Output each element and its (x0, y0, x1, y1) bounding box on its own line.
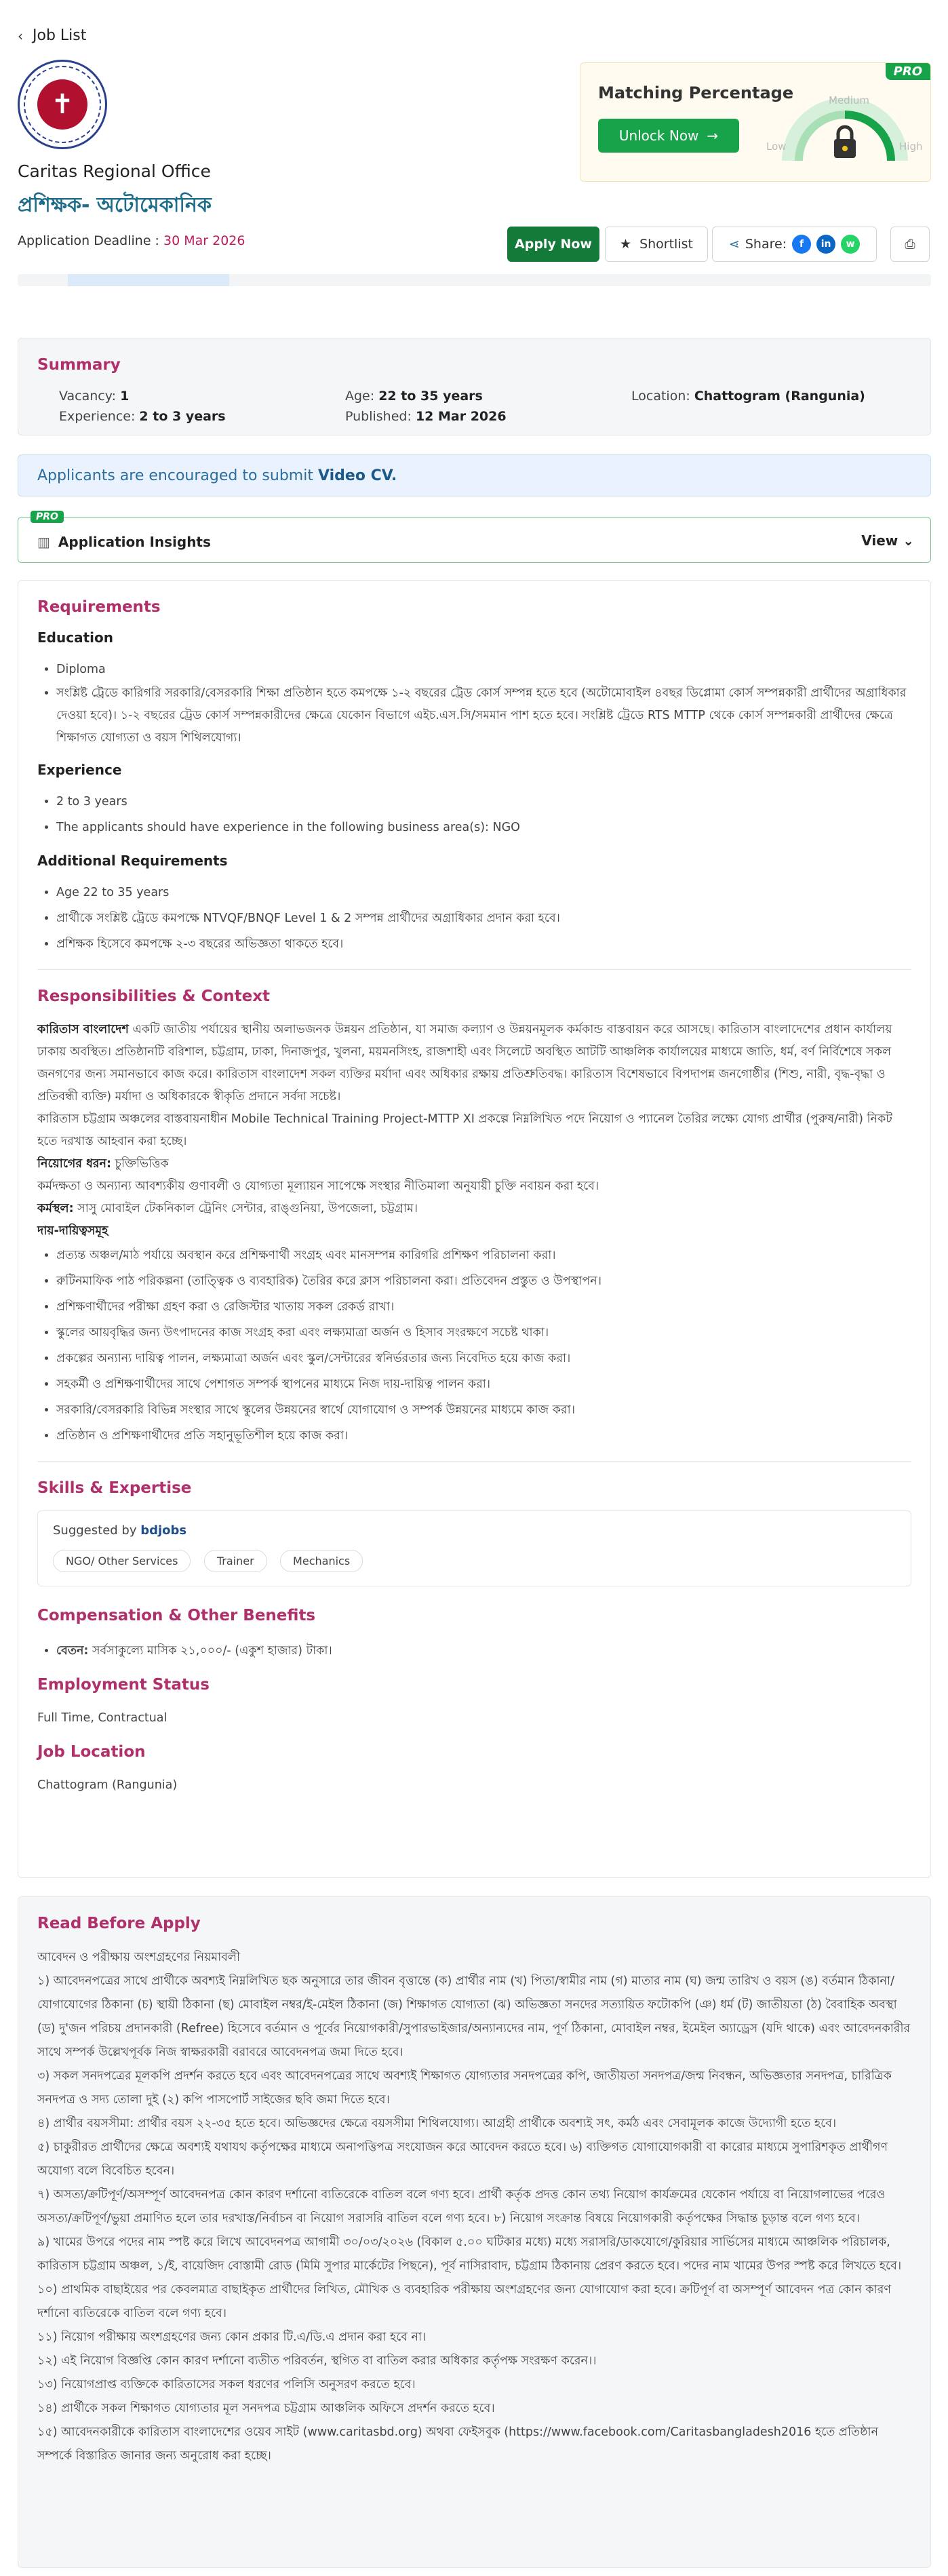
summary-age (345, 389, 483, 404)
insights-pro-badge: PRO (31, 511, 64, 523)
additional-requirements-heading: Additional Requirements (37, 853, 228, 869)
job-type-label: নিয়োগের ধরন: (37, 1157, 111, 1171)
share-label: Share: (745, 237, 787, 252)
list-item: • সহকর্মী ও প্রশিক্ষণার্থীদের সাথে পেশাগত সম্পর্ক স্থাপনের মাধ্যমে নিজ দায়-দায়িত্ব পালন করা। (56, 1371, 911, 1397)
skill-chip[interactable]: NGO/ Other Services (53, 1550, 191, 1572)
arrow-right-icon: → (707, 128, 719, 144)
gauge-high-label: High (899, 140, 923, 153)
location-value: Chattogram (Rangunia) (694, 389, 865, 404)
chevron-left-icon: ‹ (18, 27, 23, 44)
list-item: • প্রার্থীকে সংশ্লিষ্ট ট্রেডে কমপক্ষে NTVQF/BNQF Level 1 & 2 সম্পন্ন প্রার্থীদের অগ্রাধিকার প্রদান করা হবে। (56, 905, 911, 931)
additional-requirements-list (37, 880, 911, 957)
experience-label: Experience: (59, 409, 136, 424)
apply-now-button[interactable]: Apply Now (507, 227, 599, 262)
deadline-value: 30 Mar 2026 (163, 233, 245, 248)
responsibilities-intro (37, 1019, 911, 1108)
company-name[interactable]: Caritas Regional Office (18, 161, 211, 181)
view-label: View (861, 532, 898, 549)
age-value: 22 to 35 years (378, 389, 483, 404)
back-label: Job List (33, 27, 87, 44)
workplace-label: কর্মস্থল: (37, 1202, 74, 1215)
job-location-heading: Job Location (37, 1743, 146, 1761)
job-location-value: Chattogram (Rangunia) (37, 1778, 178, 1792)
matching-title: Matching Percentage (598, 83, 794, 102)
list-item: • 2 to 3 years (56, 789, 911, 815)
summary-experience (59, 409, 226, 424)
bdjobs-logo: bdjobs (140, 1523, 187, 1538)
video-cv-text: Applicants are encouraged to submit (37, 467, 313, 484)
divider (37, 1461, 911, 1462)
renewal-note: কর্মদক্ষতা ও অন্যান্য আবশ্যকীয় গুণাবলী ও যোগ্যতা মূল্যায়ন সাপেক্ষে সংস্থার নীতিমালা অনুযায়ী চুক্তি নবায়ন করা হবে। (37, 1179, 599, 1193)
experience-heading: Experience (37, 762, 122, 778)
whatsapp-icon[interactable]: w (841, 235, 860, 254)
insights-label: Application Insights (58, 534, 211, 550)
read-line: ৭) অসত্য/ক্রটিপূর্ণ/অসম্পূর্ণ আবেদনপত্র কোন কারণ দর্শানো ব্যতিরেকে বাতিল বলে গণ্য হবে। প্রার্থী কর্তৃক প্রদত্ত কোন তথ্য নিয়োগ কার্যক্রমের যেকোন পর্যায়ে বা নিয়োগলাভের পরেও অসত্য/ক্রটিপূর্ণ/ভুয়া প্রমাণিত হলে তার দরখাস্ত/নির্বাচন বা নিয়োগ সরাসরি বাতিল বলে গণ্য হবে। ৮) নিয়োগ সংক্রান্ত বিষয়ে নিয়োগকারী কর্তৃপক্ষের সিদ্ধান্ত চূড়ান্ত বলে গণ্য হবে। (37, 2188, 886, 2225)
facebook-icon[interactable]: f (792, 235, 811, 254)
matching-percentage-card (580, 62, 931, 182)
application-deadline (18, 233, 245, 248)
salary-value: সর্বসাকুল্যে মাসিক ২১,০০০/- (একুশ হাজার) টাকা। (92, 1644, 332, 1658)
employment-status-heading: Employment Status (37, 1676, 210, 1694)
summary-vacancy (59, 389, 129, 404)
read-before-apply-heading: Read Before Apply (37, 1915, 201, 1932)
compensation-list (37, 1638, 911, 1664)
gauge-low-label: Low (766, 140, 787, 153)
education-heading: Education (37, 629, 113, 646)
intro-text: একটি জাতীয় পর্যায়ের স্থানীয় অলাভজনক উন্নয়ন প্রতিষ্ঠান, যা সমাজ কল্যাণ ও উন্নয়নমূলক কর্মকান্ড বাস্তবায়ন করে আসছে। কারিতাস বাংলাদেশের প্রধান কার্যালয় ঢাকায় অবস্থিত। প্রতিষ্ঠানটি বরিশাল, চট্টগ্রাম, ঢাকা, দিনাজপুর, খুলনা, ময়মনসিংহ, রাজশাহী এবং সিলেটে অবস্থিত আটটি আঞ্চলিক কার্যালয়ের মাধ্যমে জাতি, ধর্ম, বর্ণ নির্বিশেষে সকল জনগণের জন্য সমানভাবে কাজ করে। কারিতাস বাংলাদেশ সকল ব্যক্তির মর্যাদা এবং অধিকার রক্ষায় প্রতিশ্রুতিবদ্ধ। কারিতাস বিশেষভাবে বিপদাপন্ন জনগোষ্ঠীর (শিশু, নারী, বৃদ্ধ-বৃদ্ধা ও প্রতিবন্ধী ব্যক্তি) মর্যাদা ও অধিকারকে স্বীকৃতি প্রদানে সর্বদা সচেষ্ট। (37, 1023, 892, 1104)
deadline-label: Application Deadline : (18, 233, 159, 248)
application-insights-card[interactable] (18, 511, 931, 563)
pro-badge: PRO (886, 63, 930, 80)
summary-location (631, 389, 865, 404)
unlock-now-button[interactable] (598, 119, 739, 153)
linkedin-icon[interactable]: in (816, 235, 835, 254)
vacancy-value: 1 (120, 389, 130, 404)
gauge-medium-label: Medium (829, 94, 869, 106)
print-button[interactable] (890, 227, 930, 262)
workplace-value: সাসু মোবাইল টেকনিকাল ট্রেনিং সেন্টার, রাঙ্গুনিয়া, উপজেলা, চট্টগ্রাম। (77, 1202, 418, 1215)
job-type-line (37, 1153, 911, 1175)
job-type-value: চুক্তিভিত্তিক (115, 1157, 169, 1171)
experience-value: 2 to 3 years (139, 409, 226, 424)
skill-chip[interactable]: Mechanics (280, 1550, 363, 1572)
list-item: • সরকারি/বেসরকারি বিভিন্ন সংস্থার সাথে স্কুলের উন্নয়নের স্বার্থে যোগাযোগ ও সম্পর্ক উন্নয়নের মাধ্যমে কাজ করা। (56, 1397, 911, 1423)
read-line: ৫) চাকুরীরত প্রার্থীদের ক্ষেত্রে অবশ্যই যথাযথ কর্তৃপক্ষের মাধ্যমে অনাপত্তিপত্র সংযোজন করে আবেদন করতে হবে। ৬) ব্যক্তিগত যোগাযোগকারী বা কারোর মাধ্যমে সুপারিশকৃত প্রার্থীগণ অযোগ্য বলে বিবেচিত হবেন। (37, 2141, 888, 2178)
suggested-label: Suggested by (53, 1523, 137, 1538)
active-tab-indicator (68, 274, 229, 286)
skills-heading: Skills & Expertise (37, 1479, 192, 1497)
chevron-down-icon: ⌄ (903, 532, 914, 549)
read-line: ১০) প্রাথমিক বাছাইয়ের পর কেবলমাত্র বাছাইকৃত প্রার্থীদের লিখিত, মৌখিক ও ব্যবহারিক পরীক্ষায় অংশগ্রহণের জন্য যোগাযোগ করা হবে। ক্রটিপূর্ণ বা অসম্পূর্ণ আবেদন পত্র কোন কারণ দর্শানো ব্যতিরেকে বাতিল বলে গণ্য হবে। (37, 2283, 891, 2320)
list-item: • Age 22 to 35 years (56, 880, 911, 905)
education-list (37, 657, 911, 749)
list-item: • The applicants should have experience in the following business area(s): NGO (56, 815, 911, 840)
responsibilities-heading: Responsibilities & Context (37, 988, 271, 1005)
workplace-line (37, 1198, 911, 1220)
matching-gauge (764, 79, 926, 174)
list-item: • প্রশিক্ষণার্থীদের পরীক্ষা গ্রহণ করা ও রেজিস্টার খাতায় সকল রেকর্ড রাখা। (56, 1294, 911, 1320)
read-line: ১১) নিয়োগ পরীক্ষায় অংশগ্রহণের জন্য কোন প্রকার টি.এ/ডি.এ প্রদান করা হবে না। (37, 2330, 427, 2344)
list-item: • রুটিনমাফিক পাঠ পরিকল্পনা (তাত্ত্বিক ও ব্যবহারিক) তৈরির করে ক্লাস পরিচালনা করা। প্রতিবেদন প্রস্তুত ও উপস্থাপন। (56, 1268, 911, 1294)
insights-view-toggle[interactable] (861, 532, 914, 549)
video-cv-banner (18, 454, 931, 496)
org-name: কারিতাস বাংলাদেশ (37, 1023, 129, 1036)
share-bar (712, 227, 877, 262)
location-label: Location: (631, 389, 690, 404)
vacancy-label: Vacancy: (59, 389, 117, 404)
back-to-job-list[interactable] (18, 27, 86, 44)
video-cv-link[interactable]: Video CV. (317, 467, 397, 484)
read-line: ৯) খামের উপরে পদের নাম স্পষ্ট করে লিখে আবেদনপত্র আগামী ৩০/০৩/২০২৬ (বিকাল ৫.০০ ঘটিকার মধ্যে) মধ্যে সরাসরি/ডাকযোগে/কুরিয়ার সার্ভিসের মাধ্যমে আঞ্চলিক পরিচালক, কারিতাস চট্টগ্রাম অঞ্চল, ১/ই, বায়েজিদ বোস্তামী রোড (মিমি সুপার মার্কেটের পিছনে), পূর্ব নাসিরাবাদ, চট্টগ্রাম ঠিকানায় প্রেরণ করতে হবে। পদের নাম খামের উপর স্পষ্ট করে লিখতে হবে। (37, 2236, 902, 2273)
summary-published (345, 409, 507, 424)
suggested-by (53, 1523, 896, 1538)
logo-ring (24, 66, 101, 143)
duties-heading (37, 1220, 911, 1243)
read-before-intro: আবেদন ও পরীক্ষায় অংশগ্রহণের নিয়মাবলী (37, 1951, 240, 1964)
duties-list (37, 1243, 911, 1449)
skill-chip[interactable]: Trainer (204, 1550, 267, 1572)
read-line: ১) আবেদনপত্রের সাথে প্রার্থীকে অবশ্যই নিম্নলিখিত ছক অনুসারে তার জীবন বৃত্তান্তে (ক) প্রার্থীর নাম (খ) পিতা/স্বামীর নাম (গ) মাতার নাম (ঘ) জন্ম তারিখ ও বয়স (ঙ) বর্তমান ঠিকানা/যোগাযোগের ঠিকানা (চ) স্থায়ী ঠিকানা (ছ) মোবাইল নম্বর/ই-মেইল ঠিকানা (জ) শিক্ষাগত যোগ্যতা (ঝ) অভিজ্ঞতা সনদের সত্যায়িত ফটোকপি (ঞ) ধর্ম (ট) জাতীয়তা (ঠ) বৈবাহিক অবস্থা (ড) দু'জন পরিচয় প্রদানকারী (Refree) হিসেবে বর্তমান ও পূর্বের নিয়োগকারী/সুপারভাইজার/অন্যান্যদের নাম, পূর্ণ ঠিকানা, মোবাইল নম্বর, ইমেইল অ্যাড্রেস (যদি থাকে) এবং আবেদনকারীর সাথে সম্পর্ক উল্লেখপূর্বক নিজ স্বাক্ষরকারী বরাবরে আবেদনপত্র জমা দিতে হবে। (37, 1974, 911, 2059)
list-item: • প্রশিক্ষক হিসেবে কমপক্ষে ২-৩ বছরের অভিজ্ঞতা থাকতে হবে। (56, 931, 911, 957)
read-line: ১৫) আবেদনকারীকে কারিতাস বাংলাদেশের ওয়েব সাইট (www.caritasbd.org) অথবা ফেইসবুক (https://www.facebook.com/Caritasbangladesh2016 হতে প্রতিষ্ঠান সম্পর্কে বিস্তারিত জানার জন্য অনুরোধ করা হচ্ছে। (37, 2425, 879, 2463)
age-label: Age: (345, 389, 375, 404)
read-line: ১৩) নিয়োগপ্রাপ্ত ব্যক্তিকে কারিতাসের সকল ধরণের পলিসি অনুসরণ করতে হবে। (37, 2378, 416, 2392)
printer-icon: ⎙ (905, 237, 915, 252)
job-title: প্রশিক্ষক- অটোমেকানিক (18, 193, 212, 217)
shortlist-label: Shortlist (639, 237, 693, 252)
insights-label-row (37, 534, 211, 550)
job-description-card (18, 580, 931, 1878)
salary-label: বেতন: (56, 1644, 89, 1658)
requirements-heading: Requirements (37, 598, 161, 616)
read-line: ৩) সকল সনদপত্রের মূলকপি প্রদর্শন করতে হবে এবং আবেদনপত্রের সাথে অবশ্যই শিক্ষাগত যোগ্যতার সনদপত্রের কপি, জাতীয়তা সনদপত্র/জন্ম নিবন্ধন, অভিজ্ঞতার সনদপত্র, চারিত্রিক সনদপত্র ও সদ্য তোলা দুই (২) কপি পাসপোর্ট সাইজের ছবি জমা দিতে হবে। (37, 2069, 892, 2107)
company-logo (18, 60, 107, 149)
duties-heading-text: দায়-দায়িত্বসমূহ (37, 1224, 108, 1238)
read-line: ১৪) প্রার্থীকে সকল শিক্ষাগত যোগ্যতার মূল সনদপত্র চট্টগ্রাম আঞ্চলিক অফিসে প্রদর্শন করতে হবে। (37, 2402, 495, 2415)
bar-chart-icon: ▥ (37, 534, 50, 550)
employment-status-value: Full Time, Contractual (37, 1711, 167, 1725)
list-item: • প্রত্যন্ত অঞ্চল/মাঠ পর্যায়ে অবস্থান করে প্রশিক্ষণার্থী সংগ্রহ এবং মানসম্পন্ন কারিগরি প্রশিক্ষণ পরিচালনা করা। (56, 1243, 911, 1268)
logo-cross-icon: ✝ (37, 79, 87, 130)
list-item: • স্কুলের আয়বৃদ্ধির জন্য উৎপাদনের কাজ সংগ্রহ করা এবং লক্ষ্যমাত্রা অর্জন ও হিসাব সংরক্ষণে সচেষ্ট থাকা। (56, 1320, 911, 1346)
published-label: Published: (345, 409, 412, 424)
unlock-label: Unlock Now (618, 128, 699, 144)
skills-box (37, 1510, 911, 1586)
list-item: • প্রকল্পের অন্যান্য দায়িত্ব পালন, লক্ষ্যমাত্রা অর্জন এবং স্কুল/সেন্টারের স্বনির্ভরতার জন্য নিবেদিত হয়ে কাজ করা। (56, 1346, 911, 1371)
star-icon: ★ (620, 237, 632, 252)
list-item: • Diploma (56, 657, 911, 682)
shortlist-button[interactable] (605, 227, 708, 262)
responsibilities-intro-2: কারিতাস চট্টগ্রাম অঞ্চলের বাস্তবায়নাধীন Mobile Technical Training Project-MTTP XI প্রকল্পে নিম্নলিখিত পদে নিয়োগ ও প্যানেল তৈরির লক্ষ্যে যোগ্য প্রার্থীর (পুরুষ/নারী) নিকট হতে দরখাস্ত আহবান করা হচ্ছে। (37, 1112, 892, 1148)
summary-card (18, 338, 931, 435)
read-before-apply-card (18, 1896, 931, 2568)
read-line: ৪) প্রার্থীর বয়সসীমা: প্রার্থীর বয়স ২২-৩৫ হতে হবে। অভিজ্ঞদের ক্ষেত্রে বয়সসীমা শিথিলযোগ্য। আগ্রহী প্রার্থীকে অবশ্যই সৎ, কর্মঠ এবং সেবামূলক কাজে উদ্যোগী হতে হবে। (37, 2117, 837, 2130)
list-item: • প্রতিষ্ঠান ও প্রশিক্ষণার্থীদের প্রতি সহানুভূতিশীল হয়ে কাজ করা। (56, 1423, 911, 1449)
section-tab-bar[interactable] (18, 274, 931, 286)
divider (37, 969, 911, 970)
list-item: • সংশ্লিষ্ট ট্রেডে কারিগরি সরকারি/বেসরকারি শিক্ষা প্রতিষ্ঠান হতে কমপক্ষে ১-২ বছরের ট্রেড কোর্স সম্পন্ন হতে হবে (অটোমোবাইল ৪বছর ডিপ্লোমা কোর্স সম্পন্নকারী প্রার্থীদের অগ্রাধিকার দেওয়া হবে)। ১-২ বছরের ট্রেড কোর্স সম্পন্নকারীদের ক্ষেত্রে যেকোন বিভাগে এইচ.এস.সি/সমমান পাশ হতে হবে। সংশ্লিষ্ট ট্রেডে RTS MTTP থেকে কোর্স সম্পন্নকারী প্রার্থীদের ক্ষেত্রে শিক্ষাগত যোগ্যতা ও বয়স শিথিলযোগ্য। (56, 682, 911, 749)
summary-heading: Summary (37, 356, 121, 374)
compensation-heading: Compensation & Other Benefits (37, 1607, 316, 1624)
experience-list (37, 789, 911, 840)
read-line: ১২) এই নিয়োগ বিজ্ঞপ্তি কোন কারণ দর্শানো ব্যতীত পরিবর্তন, স্থগিত বা বাতিল করার অধিকার কর্তৃপক্ষ সংরক্ষণ করেন।। (37, 2354, 597, 2368)
share-icon: ⋖ (728, 237, 740, 252)
published-value: 12 Mar 2026 (415, 409, 507, 424)
list-item (56, 1638, 911, 1664)
